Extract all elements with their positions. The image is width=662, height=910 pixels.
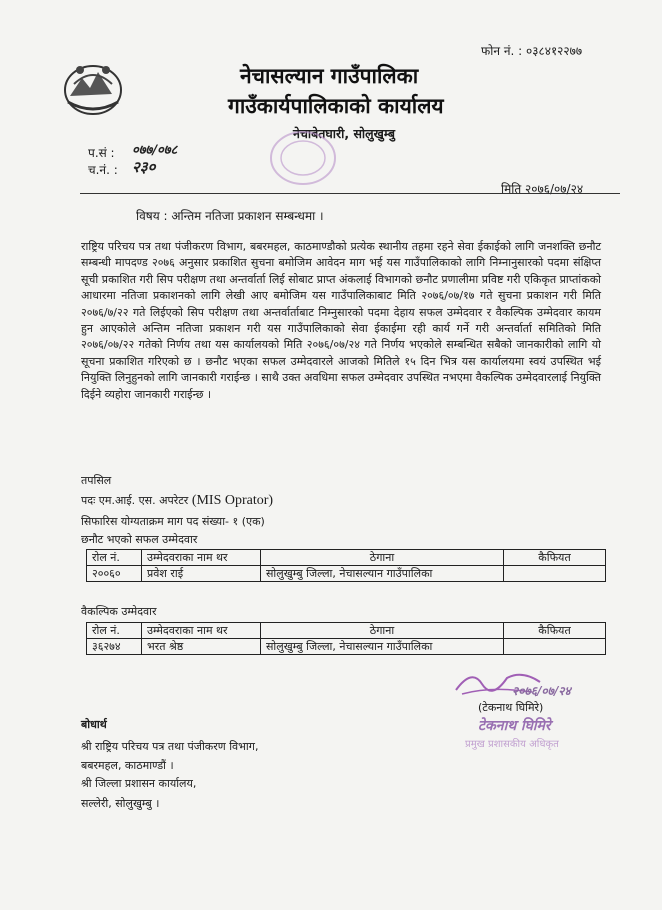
table-header-row [87,623,606,639]
designation-stamp: प्रमुख प्रशासकीय अधिकृत [465,739,559,750]
name-cell: प्रवेश राई [142,566,261,582]
signatory-name: (टेकनाथ घिमिरे) [478,701,544,714]
office-subtitle: गाउँकार्यपालिकाको कार्यालय [228,94,444,118]
letter-body: राष्ट्रिय परिचय पत्र तथा पंजीकरण विभाग, बबरमहल, काठमाण्डौको प्रत्येक स्थानीय तहमा रहने सेवा ईकाईको लागि जनशक्ति छनौट सम्बन्धी मापदण्ड २०७६ अनुसार प्रकाशित सुचना बमोजिम आवेदन माग भई यस गाउँपालिकाको लागि निम्नानुसारको पदमा संक्षिप्त सूची प्रकाशित गरी सिप परीक्षण तथा अन्तर्वार्ता लिई सोबाट प्राप्त अंकलाई विभागको छनौट प्रणालीमा प्रविष्ट गरी एकिकृत प्राप्तांकको आधारमा नतिजा प्रकाशनको लागि लेखी आए बमोजिम यस गाउँपालिकाबाट मिति २०७६/०७/१७ गते सुचना प्रकाशन गरी मिति २०७६/७/२२ गते लिईएको सिप परीक्षण तथा अन्तर्वार्ताबाट निम्नुसारको पदमा देहाय सफल उम्मेदवार र वैकल्पिक उम्मेदवार कायम हुन आएकोले अन्तिम नतिजा प्रकाशन गरी यस गाउँपालिकाको सेवा ईकाईमा रही कार्य गर्ने गरी अन्तर्वार्ता समितिको मिति २०७६/०७/२२ गतेको निर्णय तथा यस कार्यालयको मिति २०७६/०७/२४ गते निर्णय भएकोले सम्बन्धित सबैको जानकारीको लागि यो सूचना प्रकाशित गरिएको छ । छनौट भएका सफल उम्मेदवारले आजको मितिले १५ दिन भित्र यस कार्यालयमा स्वयं उपस्थित भई नियुक्ति लिनुहुनको लागि जानकारी गराईन्छ । साथै उक्त अवधिमा सफल उम्मेदवार उपस्थित नभएमा वैकल्पिक उम्मेदवारलाई नियुक्ति दिईने व्यहोरा जानकारी गराईन्छ । [81,240,601,401]
signature-date: २०७६/०७/२४ [512,684,571,698]
cc-line-1: श्री राष्ट्रिय परिचय पत्र तथा पंजीकरण विभाग, [81,740,259,753]
cc-line-2: बबरमहल, काठमाण्डौं । [81,759,174,772]
post-english: (MIS Oprator) [191,493,274,508]
subject-line: विषय : अन्तिम नतिजा प्रकाशन सम्बन्धमा । [136,209,324,223]
post-name [81,493,273,509]
name-cell: भरत श्रेष्ठ [142,639,261,655]
patra-label: प.सं : [88,146,115,160]
roll-cell: २००६० [87,566,142,582]
remarks-cell [504,639,606,655]
name-header: उम्मेदवराका नाम थर [142,623,261,639]
table-row [87,639,606,655]
office-address: नेचाबेतघारी, सोलुखुम्बु [293,126,396,141]
address-header: ठेगाना [261,550,504,566]
phone-number: फोन नं. : ०३८४१२२७७ [481,44,583,58]
alternate-heading: वैकल्पिक उम्मेदवार [81,605,157,618]
address-header: ठेगाना [261,623,504,639]
selected-candidate-table [86,549,606,582]
cc-line-4: सल्लेरी, सोलुखुम्बु । [81,797,160,810]
selected-heading: छनौट भएको सफल उम्मेदवार [81,533,198,546]
remarks-header: कैफियत [504,623,606,639]
chalani-number: २३० [132,158,156,176]
roll-header: रोल नं. [87,550,142,566]
table-row [87,566,606,582]
remarks-cell [504,566,606,582]
alternate-candidate-table [86,622,606,655]
roll-header: रोल नं. [87,623,142,639]
roll-cell: ३६२७४ [87,639,142,655]
vacancy-count: सिफारिस योग्यताक्रम माग पद संख्या- १ (एक) [81,515,265,528]
cc-heading: बोधार्थ [81,718,107,731]
remarks-header: कैफियत [504,550,606,566]
cc-line-3: श्री जिल्ला प्रशासन कार्यालय, [81,777,197,790]
letter-date: मिति २०७६/०७/२४ [501,182,584,196]
address-cell: सोलुखुम्बु जिल्ला, नेचासल्यान गाउँपालिका [261,639,504,655]
tapsil-heading: तपसिल [81,474,112,487]
address-cell: सोलुखुम्बु जिल्ला, नेचासल्यान गाउँपालिका [261,566,504,582]
post-label: पदः एम.आई. एस. अपरेटर [81,494,189,507]
office-title: नेचासल्यान गाउँपालिका [240,64,419,88]
chalani-label: च.नं. : [88,163,118,177]
name-header: उम्मेदवराका नाम थर [142,550,261,566]
patra-number: ०७७/०७८ [132,143,178,158]
header-divider [80,193,620,194]
government-emblem-icon [60,58,126,118]
name-stamp: टेकनाथ घिमिरे [478,718,551,734]
table-header-row [87,550,606,566]
office-stamp-icon [268,128,338,188]
